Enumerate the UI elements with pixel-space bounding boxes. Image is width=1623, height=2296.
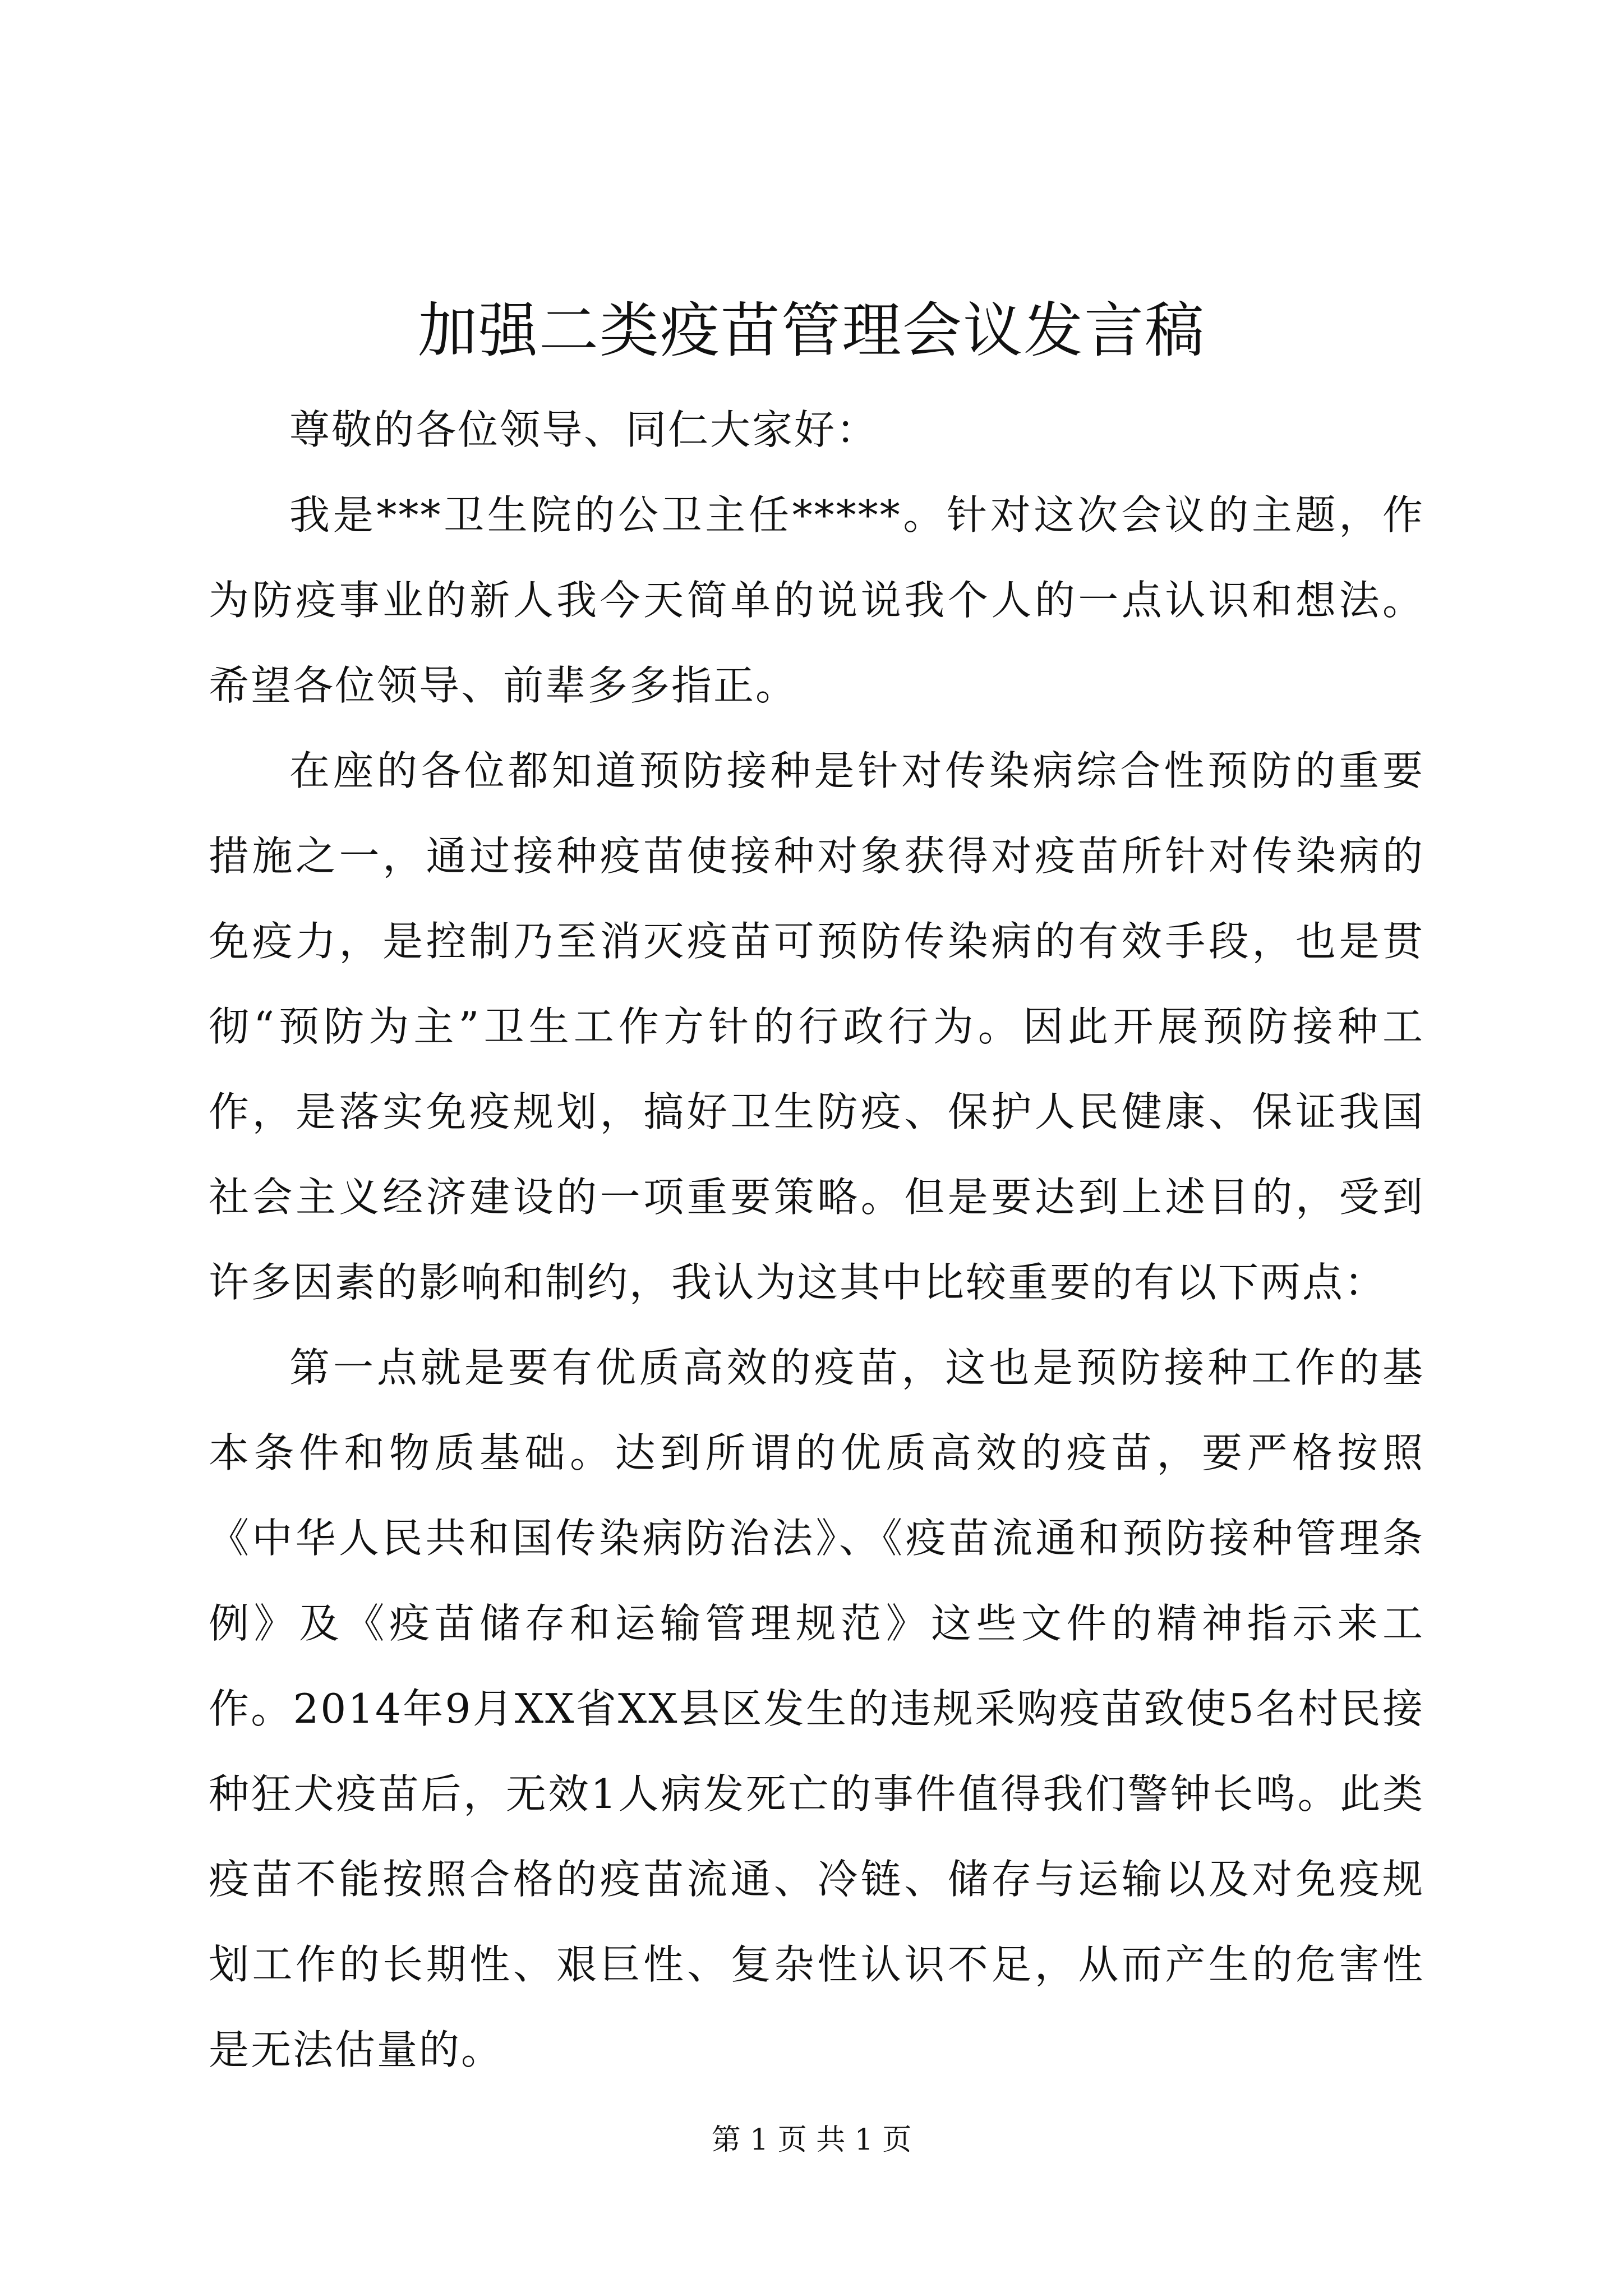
paragraph-introduction: 我是***卫生院的公卫主任*****。针对这次会议的主题，作为防疫事业的新人我今天简单的说说我个人的一点认识和想法。希望各位领导、前辈多多指正。 xyxy=(209,491,1424,709)
paragraph-first-point: 第一点就是要有优质高效的疫苗，这也是预防接种工作的基本条件和物质基础。达到所谓的优质高效的疫苗，要严格按照《中华人民共和国传染病防治法》、《疫苗流通和预防接种管理条例》及《疫苗储存和运输管理规范》这些文件的精神指示来工作。2014年9月XX省XX县区发生的违规采购疫苗致使5名村民接种狂犬疫苗后，无效1人病发死亡的事件值得我们警钟长鸣。此类疫苗不能按照合格的疫苗流通、冷链、储存与运输以及对免疫规划工作的长期性、艰巨性、复杂性认识不足，从而产生的危害性是无法估量的。 xyxy=(209,1344,1424,2073)
paragraph-vaccination-importance: 在座的各位都知道预防接种是针对传染病综合性预防的重要措施之一，通过接种疫苗使接种对象获得对疫苗所针对传染病的免疫力，是控制乃至消灭疫苗可预防传染病的有效手段，也是贯彻“预防为主”卫生工作方针的行政行为。因此开展预防接种工作，是落实免疫规划，搞好卫生防疫、保护人民健康、保证我国社会主义经济建设的一项重要策略。但是要达到上述目的，受到许多因素的影响和制约，我认为这其中比较重要的有以下两点： xyxy=(209,747,1424,1306)
paragraph-greeting: 尊敬的各位领导、同仁大家好： xyxy=(289,406,879,453)
page-number-footer: 第 1 页 共 1 页 xyxy=(711,2123,912,2157)
document-title: 加强二类疫苗管理会议发言稿 xyxy=(418,296,1205,365)
document-body xyxy=(209,387,1424,2092)
